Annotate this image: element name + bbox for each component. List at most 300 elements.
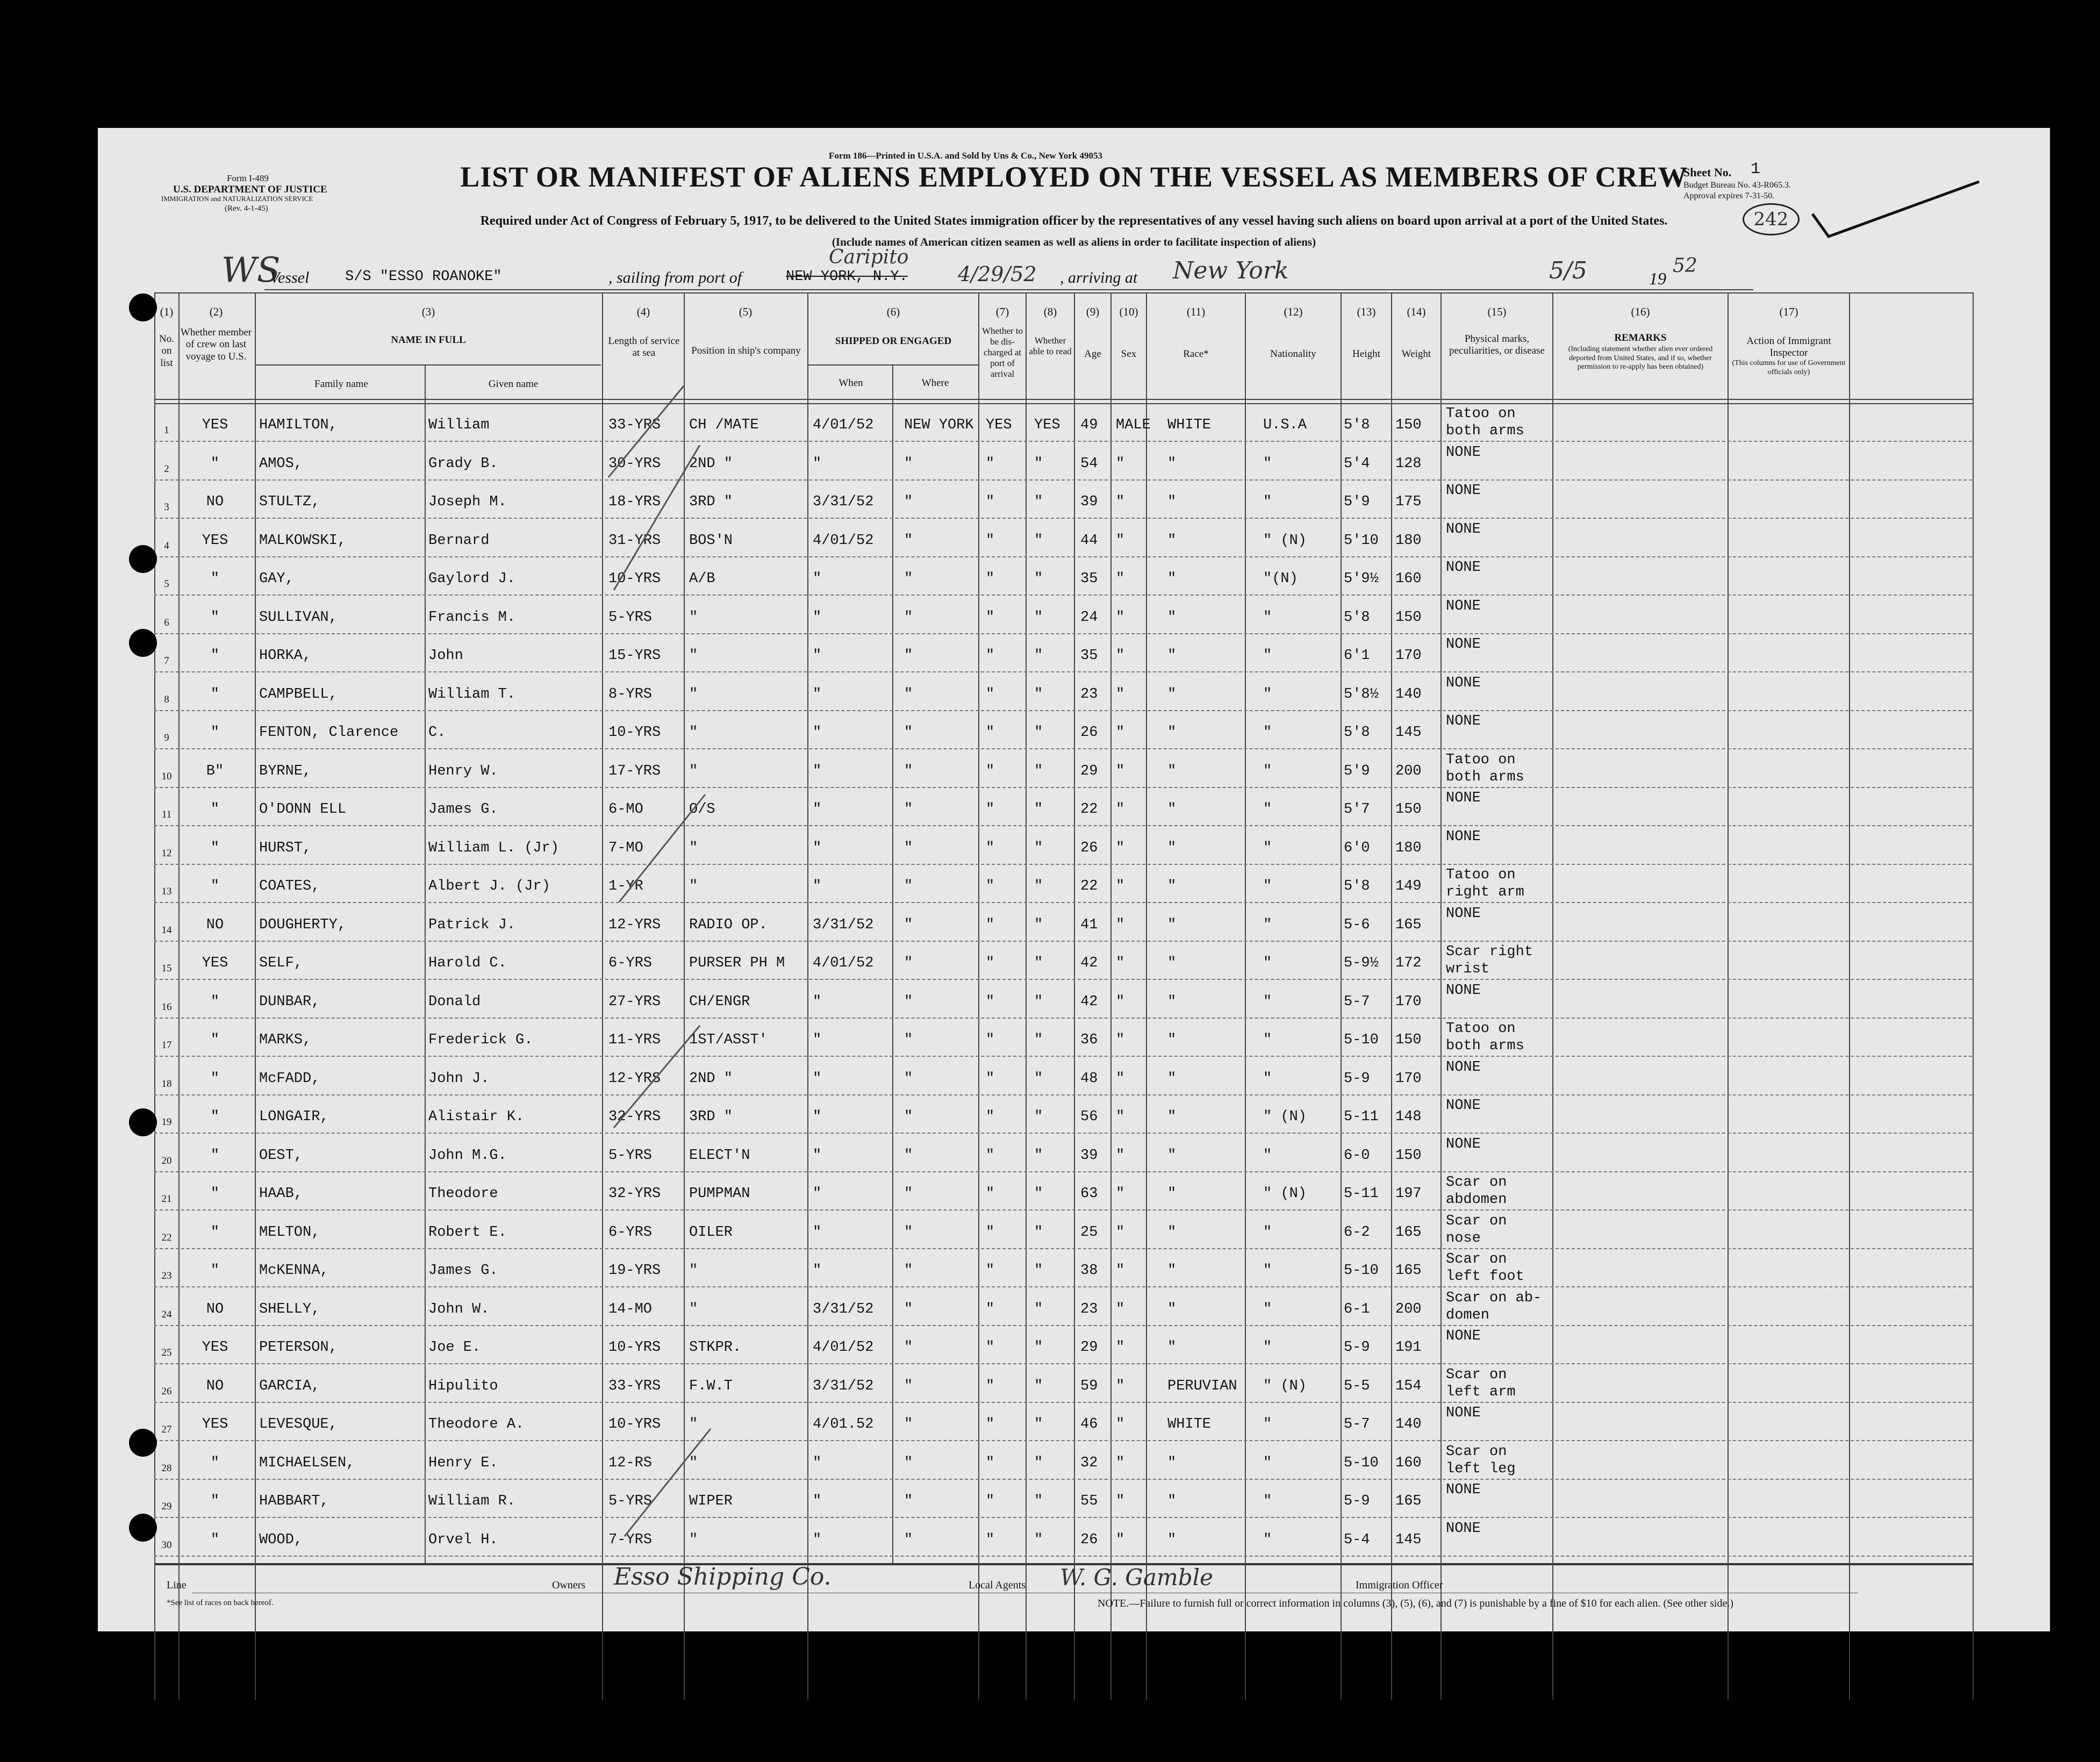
able-to-read: " (1034, 648, 1043, 664)
sheet-number: 1 (1751, 160, 1761, 178)
able-to-read: " (1034, 763, 1043, 779)
weight: 165 (1395, 1224, 1422, 1241)
col-height: Height (1352, 348, 1380, 360)
nationality: " (N) (1263, 1109, 1307, 1125)
table-row (98, 751, 2050, 793)
able-to-read: " (1034, 916, 1043, 933)
sex: " (1116, 1224, 1125, 1241)
position: OILER (689, 1224, 733, 1241)
crew-status: " (210, 1070, 220, 1087)
position: 2ND " (689, 455, 733, 472)
race: " (1167, 1493, 1177, 1509)
race: " (1167, 1224, 1177, 1241)
year-suffix: 52 (1673, 255, 1697, 277)
service-length: 12-YRS (608, 1070, 661, 1087)
row-number: 28 (161, 1462, 172, 1474)
family-name: BYRNE, (259, 763, 312, 779)
height: 5'4 (1344, 455, 1370, 472)
nationality: " (1263, 725, 1272, 741)
nationality: " (1263, 455, 1272, 472)
position: STKPR. (689, 1340, 742, 1356)
family-name: HAMILTON, (259, 417, 338, 433)
weight: 149 (1395, 878, 1422, 894)
shipped-when: " (813, 1224, 822, 1241)
shipped-where: " (904, 532, 913, 549)
family-name: MELTON, (259, 1224, 320, 1241)
height: 6-1 (1344, 1301, 1370, 1317)
crew-status: " (210, 1455, 220, 1471)
pencil-marks (603, 364, 721, 1568)
table-row (98, 598, 2050, 640)
age: 54 (1080, 455, 1098, 472)
shipped-when: " (813, 648, 822, 664)
row-number: 19 (161, 1116, 172, 1128)
height: 5-6 (1344, 916, 1370, 933)
race: " (1167, 609, 1177, 626)
height: 6-2 (1344, 1224, 1370, 1241)
able-to-read: " (1034, 1340, 1043, 1356)
table-row (98, 636, 2050, 678)
given-name: Albert J. (Jr) (428, 878, 550, 894)
shipped-where: " (904, 1263, 913, 1279)
given-name: Bernard (428, 532, 490, 549)
col-nationality: Nationality (1270, 348, 1316, 360)
sex: " (1116, 1070, 1125, 1087)
family-name: McFADD, (259, 1070, 320, 1087)
age: 59 (1080, 1378, 1098, 1394)
age: 26 (1080, 840, 1098, 856)
sailing-port: NEW YORK, N.Y. (786, 269, 908, 285)
able-to-read: " (1034, 1301, 1043, 1317)
discharged: " (986, 1263, 995, 1279)
age: 26 (1080, 725, 1098, 741)
given-name: Grady B. (428, 455, 498, 472)
discharged: " (986, 532, 995, 549)
col-name-in-full: NAME IN FULL (391, 334, 466, 346)
height: 5-10 (1344, 1032, 1379, 1048)
height: 5-10 (1344, 1455, 1379, 1471)
shipped-where: " (904, 1186, 913, 1202)
table-row (98, 521, 2050, 563)
row-number: 10 (161, 770, 172, 782)
table-row (98, 1405, 2050, 1446)
weight: 180 (1395, 840, 1422, 856)
table-row (98, 828, 2050, 870)
shipped-where: " (904, 1455, 913, 1471)
service-length: 7-YRS (608, 1531, 653, 1548)
discharged: " (986, 878, 995, 894)
sex: " (1116, 648, 1125, 664)
physical-marks: NONE (1446, 1520, 1481, 1537)
weight: 170 (1395, 1070, 1422, 1087)
shipped-where: " (904, 1032, 913, 1048)
col4-number: (4) (636, 305, 650, 318)
table-row (98, 1251, 2050, 1293)
nationality: " (1263, 1493, 1272, 1509)
shipped-where: " (904, 1416, 913, 1432)
table-row (98, 1520, 2050, 1562)
height: 5-9 (1344, 1340, 1370, 1356)
weight: 128 (1395, 455, 1422, 472)
age: 24 (1080, 609, 1098, 626)
position: " (689, 763, 698, 779)
position: BOS'N (689, 532, 733, 549)
table-row (98, 1098, 2050, 1139)
discharged: " (986, 1032, 995, 1048)
crew-status: " (210, 1109, 220, 1125)
height: 6-0 (1344, 1147, 1370, 1164)
physical-marks: NONE (1446, 560, 1481, 576)
vessel-line-rule (264, 289, 1753, 290)
height: 5-9½ (1344, 955, 1379, 971)
height: 5'8½ (1344, 686, 1379, 703)
given-name: Theodore A. (428, 1416, 525, 1432)
family-name: FENTON, Clarence (259, 725, 399, 741)
able-to-read: " (1034, 609, 1043, 626)
form-number: Form I-489 (227, 173, 269, 183)
able-to-read: " (1034, 993, 1043, 1010)
table-row (98, 675, 2050, 717)
shipped-when: " (813, 1493, 822, 1509)
age: 29 (1080, 763, 1098, 779)
row-number: 29 (161, 1501, 172, 1512)
given-name: William L. (Jr) (428, 840, 560, 856)
discharged: " (986, 1455, 995, 1471)
table-row (98, 1366, 2050, 1408)
service-length: 11-YRS (608, 1032, 661, 1048)
sex: " (1116, 455, 1125, 472)
given-name: William (428, 417, 490, 433)
physical-marks: NONE (1446, 1059, 1481, 1076)
shipped-where: " (904, 955, 913, 971)
sex: " (1116, 1416, 1125, 1432)
footer-officer-label: Immigration Officer (1356, 1579, 1443, 1591)
discharged: " (986, 993, 995, 1010)
position: " (689, 609, 698, 626)
nationality: " (1263, 1455, 1272, 1471)
arriving-label: , arriving at (1060, 269, 1138, 286)
service-length: 33-YRS (608, 417, 661, 433)
service-length: 12-YRS (608, 916, 661, 933)
crew-status: YES (202, 1416, 228, 1432)
discharged: " (986, 1224, 995, 1241)
given-name: Alistair K. (428, 1109, 525, 1125)
family-name: AMOS, (259, 455, 303, 472)
table-row (98, 1021, 2050, 1062)
height: 5-11 (1344, 1109, 1379, 1125)
family-name: HABBART, (259, 1493, 329, 1509)
physical-marks: Scar on left leg (1446, 1443, 1516, 1477)
service-length: 6-MO (608, 801, 643, 818)
position: ELECT'N (689, 1147, 750, 1164)
discharged: " (986, 725, 995, 741)
height: 5'8 (1344, 725, 1370, 741)
position: PUMPMAN (689, 1186, 750, 1202)
row-number: 21 (161, 1193, 172, 1205)
table-row (98, 483, 2050, 524)
able-to-read: " (1034, 1493, 1043, 1509)
given-name: Frederick G. (428, 1032, 533, 1048)
height: 5'10 (1344, 532, 1379, 549)
age: 26 (1080, 1531, 1098, 1548)
age: 36 (1080, 1032, 1098, 1048)
family-name: HAAB, (259, 1186, 303, 1202)
shipped-where: " (904, 916, 913, 933)
discharged: " (986, 609, 995, 626)
discharged: " (986, 1416, 995, 1432)
able-to-read: " (1034, 1263, 1043, 1279)
race: " (1167, 1455, 1177, 1471)
physical-marks: Scar on ab- domen (1446, 1290, 1542, 1323)
arrival-date: 5/5 (1549, 257, 1587, 284)
service-length: 32-YRS (608, 1109, 661, 1125)
service-length: 1-YR (608, 878, 643, 894)
age: 39 (1080, 1147, 1098, 1164)
race: " (1167, 763, 1177, 779)
height: 5-7 (1344, 1416, 1370, 1432)
nationality: " (1263, 1070, 1272, 1087)
row-number: 11 (161, 809, 172, 820)
nationality: " (1263, 494, 1272, 510)
col-length-of-service: Length of service at sea (608, 335, 680, 359)
physical-marks: Tatoo on right arm (1446, 867, 1524, 900)
given-name: John J. (428, 1070, 490, 1087)
row-number: 2 (164, 463, 169, 475)
row-number: 3 (164, 502, 169, 513)
row-number: 16 (161, 1001, 172, 1013)
physical-marks: NONE (1446, 1098, 1481, 1114)
position: 3RD " (689, 1109, 733, 1125)
crew-status: " (210, 609, 220, 626)
sex: " (1116, 878, 1125, 894)
sex: " (1116, 725, 1125, 741)
shipped-where: " (904, 1531, 913, 1548)
col8-number: (8) (1043, 305, 1057, 318)
table-row (98, 1059, 2050, 1101)
shipped-where: " (904, 993, 913, 1010)
service-length: 33-YRS (608, 1378, 661, 1394)
col-remarks: REMARKS (1614, 332, 1667, 343)
height: 5-11 (1344, 1186, 1379, 1202)
able-to-read: " (1034, 1186, 1043, 1202)
family-name: SULLIVAN, (259, 609, 338, 626)
race: " (1167, 993, 1177, 1010)
col7-number: (7) (995, 305, 1009, 318)
age: 63 (1080, 1186, 1098, 1202)
weight: 170 (1395, 648, 1422, 664)
physical-marks: Tatoo on both arms (1446, 751, 1524, 785)
position: O/S (689, 801, 715, 818)
shipped-when: " (813, 840, 822, 856)
family-name: OEST, (259, 1147, 303, 1164)
discharged: " (986, 1340, 995, 1356)
height: 5-10 (1344, 1263, 1379, 1279)
physical-marks: Scar on abdomen (1446, 1174, 1507, 1208)
col-remarks-note: (Including statement whether alien ever ordered deported from United States, and if so, whether permission to re-apply has been obtained) (1568, 345, 1713, 371)
sex: " (1116, 1263, 1125, 1279)
position: WIPER (689, 1493, 733, 1509)
table-row (98, 1328, 2050, 1370)
sex: " (1116, 532, 1125, 549)
nationality: " (1263, 1340, 1272, 1356)
crew-status: B" (206, 763, 224, 779)
age: 38 (1080, 1263, 1098, 1279)
row-number: 22 (161, 1231, 172, 1243)
shipped-where: " (904, 1109, 913, 1125)
nationality: " (1263, 993, 1272, 1010)
weight: 160 (1395, 1455, 1422, 1471)
race: " (1167, 955, 1177, 971)
given-name: Theodore (428, 1186, 498, 1202)
race: " (1167, 725, 1177, 741)
weight: 172 (1395, 955, 1422, 971)
physical-marks: NONE (1446, 1482, 1481, 1498)
able-to-read: YES (1034, 417, 1060, 433)
nationality: " (1263, 1416, 1272, 1432)
sex: " (1116, 763, 1125, 779)
crew-status: NO (206, 1301, 224, 1317)
shipped-when: 3/31/52 (813, 916, 874, 933)
shipped-where: " (904, 1147, 913, 1164)
position: " (689, 1263, 698, 1279)
shipped-when: 4/01/52 (813, 955, 874, 971)
row-number: 23 (161, 1270, 172, 1281)
fine-note: NOTE.—Failure to furnish full or correct information in columns (3), (5), (6), and (7) is punishable by a fine of $10 for each alien. (See other side.) (1098, 1598, 1733, 1609)
physical-marks: NONE (1446, 982, 1481, 999)
family-name: MALKOWSKI, (259, 532, 347, 549)
agent-signature: W. G. Gamble (1060, 1564, 1213, 1591)
sex: " (1116, 1186, 1125, 1202)
sheet-label: Sheet No. (1683, 166, 1732, 179)
nationality: " (1263, 1263, 1272, 1279)
nationality: " (1263, 1224, 1272, 1241)
shipped-when: " (813, 1531, 822, 1548)
able-to-read: " (1034, 571, 1043, 587)
race: " (1167, 571, 1177, 587)
crew-status: " (210, 801, 220, 818)
shipped-when: 3/31/52 (813, 1301, 874, 1317)
row-number: 7 (164, 655, 169, 667)
given-name: John M.G. (428, 1147, 507, 1164)
race: " (1167, 455, 1177, 472)
budget-bureau: Budget Bureau No. 43-R065.3. (1683, 181, 1791, 190)
race: " (1167, 494, 1177, 510)
position: " (689, 1455, 698, 1471)
discharged: YES (986, 417, 1012, 433)
service-length: 19-YRS (608, 1263, 661, 1279)
crew-status: " (210, 725, 220, 741)
service-length: 18-YRS (608, 494, 661, 510)
race: WHITE (1167, 1416, 1212, 1432)
weight: 200 (1395, 1301, 1422, 1317)
shipped-where: " (904, 1070, 913, 1087)
footer-line-label: Line (167, 1579, 187, 1591)
weight: 180 (1395, 532, 1422, 549)
weight: 150 (1395, 1147, 1422, 1164)
discharged: " (986, 955, 995, 971)
physical-marks: NONE (1446, 521, 1481, 538)
physical-marks: NONE (1446, 1328, 1481, 1344)
able-to-read: " (1034, 1147, 1043, 1164)
physical-marks: NONE (1446, 905, 1481, 922)
given-name: Joseph M. (428, 494, 507, 510)
col-race: Race* (1183, 348, 1209, 360)
requirement-text: Required under Act of Congress of February 5, 1917, to be delivered to the United States immigration officer by the representatives of any vessel having such aliens on board upon arrival at a port of the United States. (480, 214, 1668, 228)
col-family-name: Family name (314, 378, 368, 390)
row-number: 15 (161, 963, 172, 974)
able-to-read: " (1034, 1224, 1043, 1241)
position: " (689, 878, 698, 894)
family-name: HORKA, (259, 648, 312, 664)
age: 42 (1080, 993, 1098, 1010)
physical-marks: NONE (1446, 444, 1481, 461)
shipped-when: " (813, 1455, 822, 1471)
crew-status: " (210, 878, 220, 894)
race: " (1167, 1070, 1177, 1087)
col9-number: (9) (1086, 305, 1100, 318)
shipped-where: " (904, 763, 913, 779)
weight: 145 (1395, 1531, 1422, 1548)
service-length: 17-YRS (608, 763, 661, 779)
given-name: Gaylord J. (428, 571, 516, 587)
given-name: Patrick J. (428, 916, 516, 933)
crew-status: YES (202, 955, 228, 971)
family-name: COATES, (259, 878, 320, 894)
shipped-when: " (813, 1186, 822, 1202)
shipped-when: 3/31/52 (813, 1378, 874, 1394)
col-physical-marks: Physical marks, peculiarities, or disease (1449, 333, 1545, 357)
manifest-sheet (98, 128, 2050, 1631)
given-name: James G. (428, 801, 498, 818)
height: 5'8 (1344, 609, 1370, 626)
weight: 150 (1395, 1032, 1422, 1048)
shipped-where: NEW YORK (904, 417, 974, 433)
position: 2ND " (689, 1070, 733, 1087)
col11-number: (11) (1186, 305, 1206, 318)
approval-expiry: Approval expires 7-31-50. (1683, 191, 1775, 200)
table-row (98, 1290, 2050, 1331)
nationality: " (1263, 955, 1272, 971)
family-name: CAMPBELL, (259, 686, 338, 703)
sex: " (1116, 993, 1125, 1010)
shipped-when: " (813, 1070, 822, 1087)
arriving-port: New York (1173, 257, 1289, 284)
physical-marks: NONE (1446, 483, 1481, 499)
crew-status: " (210, 1493, 220, 1509)
shipped-where: " (904, 1340, 913, 1356)
shipped-when: " (813, 571, 822, 587)
race: " (1167, 916, 1177, 933)
race: " (1167, 1032, 1177, 1048)
race: " (1167, 1340, 1177, 1356)
age: 44 (1080, 532, 1098, 549)
service-length: 10-YRS (608, 1416, 661, 1432)
shipped-when: " (813, 725, 822, 741)
shipped-where: " (904, 609, 913, 626)
able-to-read: " (1034, 1032, 1043, 1048)
race: " (1167, 1301, 1177, 1317)
row-number: 25 (161, 1347, 172, 1358)
race: " (1167, 648, 1177, 664)
nationality: " (1263, 609, 1272, 626)
weight: 197 (1395, 1186, 1422, 1202)
position: " (689, 1301, 698, 1317)
row-number: 4 (164, 540, 169, 551)
nationality: " (1263, 1531, 1272, 1548)
position: " (689, 1416, 698, 1432)
able-to-read: " (1034, 878, 1043, 894)
weight: 191 (1395, 1340, 1422, 1356)
